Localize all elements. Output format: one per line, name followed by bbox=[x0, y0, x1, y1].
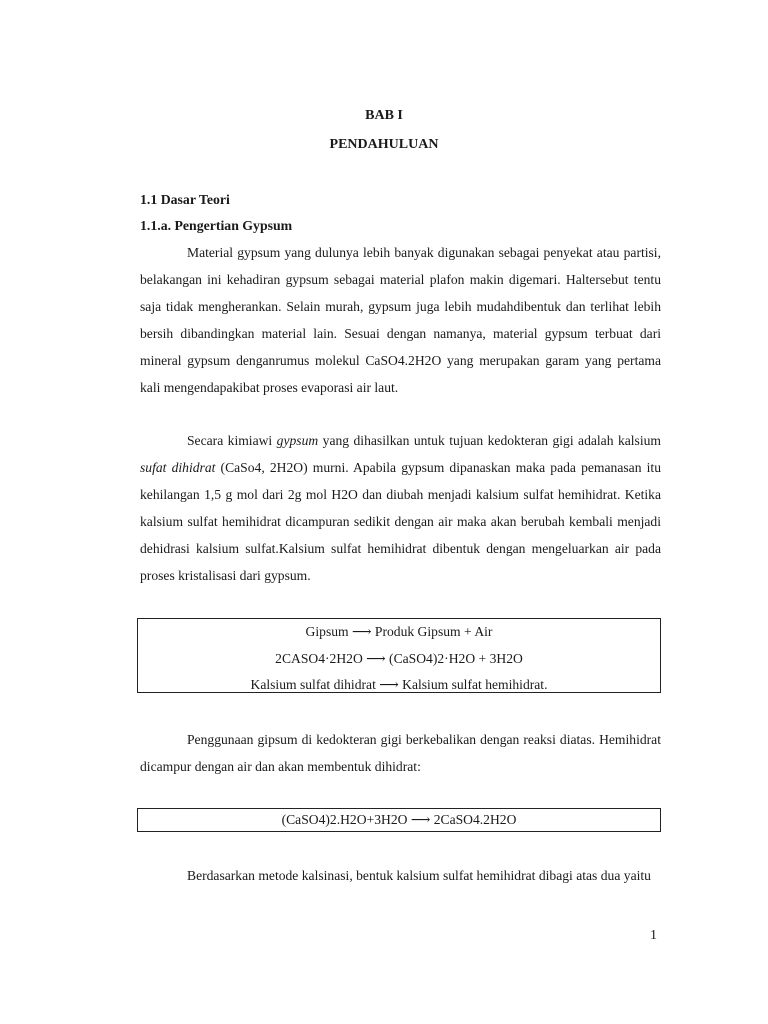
paragraph-4-text: Berdasarkan metode kalsinasi, bentuk kalsium sulfat hemihidrat dibagi atas dua yaitu bbox=[187, 868, 651, 883]
paragraph-2-part-3: (CaSo4, 2H2O) murni. Apabila gypsum dipanaskan maka pada pemanasan itu kehilangan 1,5 g mol dari 2g mol H2O dan diubah menjadi kalsium sulfat hemihidrat. Ketika kalsium sulfat hemihidrat dicampuran sedikit dengan air maka akan berubah kembali menjadi dehidrasi kalsium sulfat.Kalsium sulfat hemihidrat dibentuk dengan mengeluarkan air pada proses kristalisasi dari gypsum. bbox=[140, 460, 661, 583]
paragraph-4 bbox=[140, 862, 661, 889]
paragraph-2-italic-2: sufat dihidrat bbox=[140, 460, 216, 475]
paragraph-2-part-2: yang dihasilkan untuk tujuan kedokteran gigi adalah kalsium bbox=[318, 433, 661, 448]
reaction-1-line-3: Kalsium sulfat dihidrat ⟶ Kalsium sulfat hemihidrat. bbox=[250, 677, 548, 692]
page-number: 1 bbox=[650, 928, 657, 943]
paragraph-2-italic-1: gypsum bbox=[276, 433, 319, 448]
paragraph-3 bbox=[140, 726, 661, 780]
section-heading: 1.1 Dasar Teori bbox=[140, 192, 230, 207]
reaction-1-line-1: Gipsum ⟶ Produk Gipsum + Air bbox=[305, 624, 493, 639]
chapter-label: BAB I bbox=[365, 108, 403, 123]
paragraph-2-part-1: Secara kimiawi bbox=[187, 433, 277, 448]
paragraph-3-text: Penggunaan gipsum di kedokteran gigi berkebalikan dengan reaksi diatas. Hemihidrat dicampur dengan air dan akan membentuk dihidrat: bbox=[140, 732, 661, 774]
paragraph-1-text: Material gypsum yang dulunya lebih banyak digunakan sebagai penyekat atau partisi, belakangan ini kehadiran gypsum sebagai material plafon makin digemari. Haltersebut tentu saja tidak mengherankan. Selain murah, gypsum juga lebih mudahdibentuk dan terlihat lebih bersih dibandingkan material lain. Sesuai dengan namanya, material gypsum terbuat dari mineral gypsum denganrumus molekul CaSO4.2H2O yang merupakan garam yang pertama kali mengendapakibat proses evaporasi air laut. bbox=[140, 245, 661, 395]
reaction-1-line-2: 2CASO4·2H2O ⟶ (CaSO4)2·H2O + 3H2O bbox=[275, 650, 523, 666]
reaction-box-1 bbox=[137, 618, 661, 693]
subsection-heading: 1.1.a. Pengertian Gypsum bbox=[140, 218, 293, 233]
reaction-2-line-1: (CaSO4)2.H2O+3H2O ⟶ 2CaSO4.2H2O bbox=[281, 812, 517, 827]
paragraph-2-text bbox=[140, 427, 661, 589]
chapter-title: PENDAHULUAN bbox=[329, 137, 439, 152]
paragraph-1 bbox=[140, 239, 661, 401]
reaction-box-2 bbox=[137, 808, 661, 832]
paragraph-2 bbox=[140, 427, 661, 589]
